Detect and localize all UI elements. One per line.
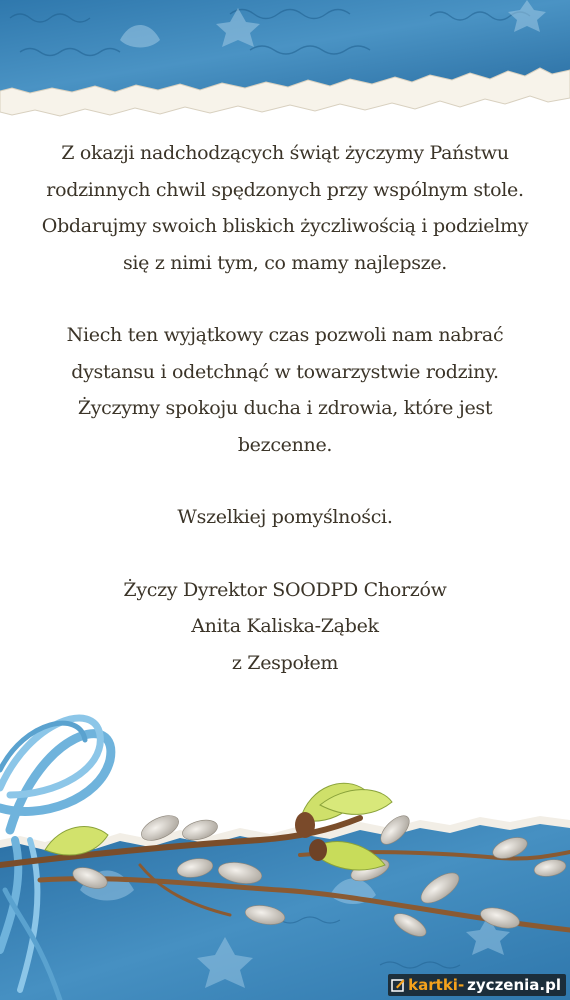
message-line: dystansu i odetchnąć w towarzystwie rodziny. <box>71 360 499 383</box>
message-line: się z nimi tym, co mamy najlepsze. <box>122 251 448 274</box>
signature-line: Anita Kaliska-Ząbek <box>191 615 379 637</box>
torn-paper-header <box>0 0 570 130</box>
willow-branch-decoration <box>0 690 570 1000</box>
card-pen-icon <box>391 978 405 992</box>
wishes-line: Wszelkiej pomyślności. <box>177 506 393 528</box>
message-line: Niech ten wyjątkowy czas pozwoli nam nabrać <box>66 324 504 346</box>
greeting-message <box>20 135 550 681</box>
message-line: Obdarujmy swoich bliskich życzliwością i podzielmy <box>41 215 529 237</box>
message-line: rodzinnych chwil spędzonych przy wspólnym stole. <box>46 178 524 201</box>
signature-line: z Zespołem <box>231 651 339 674</box>
signature-line: Życzy Dyrektor SOODPD Chorzów <box>123 578 447 601</box>
message-line: bezcenne. <box>237 433 333 456</box>
message-line: Z okazji nadchodzących świąt życzymy Państwu <box>61 142 509 164</box>
watermark-part2: zyczenia.pl <box>467 976 561 994</box>
watermark-logo <box>388 974 566 996</box>
message-line: Życzymy spokoju ducha i zdrowia, które jest <box>77 397 493 419</box>
watermark-part1: kartki- <box>408 976 465 994</box>
